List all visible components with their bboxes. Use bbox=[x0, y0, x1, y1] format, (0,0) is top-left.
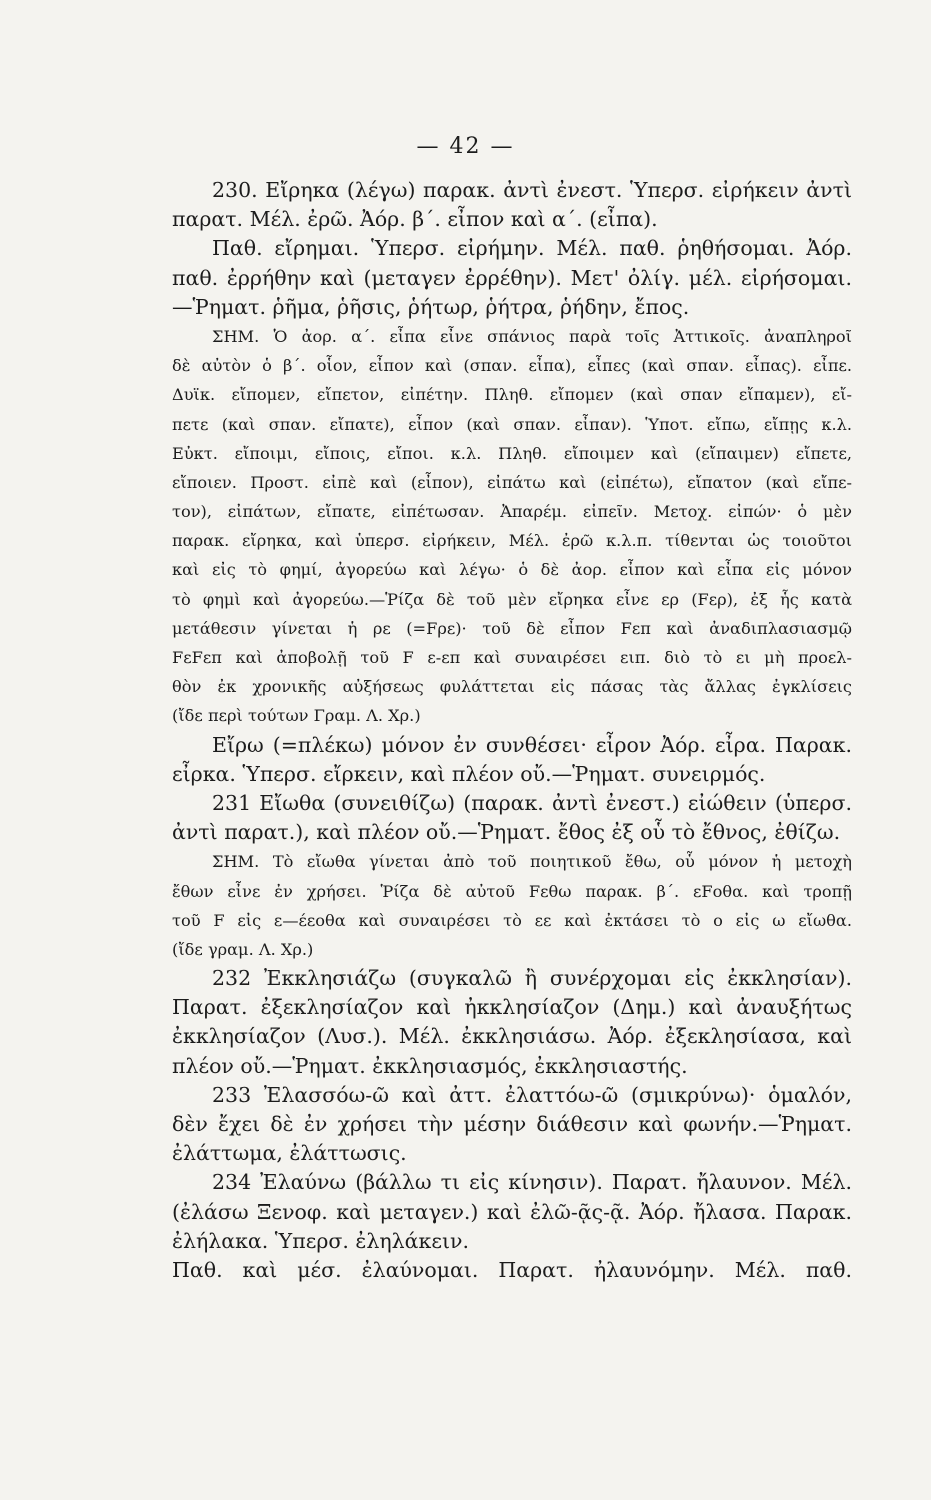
text-line: ἀντὶ παρατ.), καὶ πλέον οὔ.—Ῥηματ. ἔθος ἐξ οὗ τὸ ἔθνος, ἐθίζω. bbox=[172, 820, 841, 845]
text-line: δὲ αὐτὸν ὁ β΄. οἷον, εἶπον καὶ (σπαν. εἶπα), εἶπες (καὶ σπαν. εἶπας). εἶπε. bbox=[172, 356, 852, 376]
text-line: (ἴδε γραμ. Λ. Χρ.) bbox=[172, 939, 314, 959]
text-line: 233 Ἐλασσόω-ῶ καὶ ἀττ. ἐλαττόω-ῶ (σμικρύνω)· ὁμαλόν, bbox=[212, 1082, 852, 1107]
text-line: Δυϊκ. εἴπομεν, εἴπετον, εἰπέτην. Πληθ. εἴπομεν (καὶ σπαν εἴπαμεν), εἴ- bbox=[172, 385, 852, 405]
text-line: ἐλάττωμα, ἐλάττωσις. bbox=[172, 1141, 407, 1166]
body-text bbox=[172, 176, 852, 1285]
text-line: (ἴδε περὶ τούτων Γραμ. Λ. Χρ.) bbox=[172, 706, 421, 726]
text-line: παθ. ἐρρήθην καὶ (μεταγεν ἐρρέθην). Μετ' ὀλίγ. μέλ. εἰρήσομαι. bbox=[172, 265, 852, 290]
text-line: τὸ φημὶ καὶ ἀγορεύω.—Ῥίζα δὲ τοῦ μὲν εἴρηκα εἶνε ερ (Fερ), ἐξ ἧς κατὰ bbox=[172, 589, 852, 609]
text-line: τον), εἰπάτων, εἴπατε, εἰπέτωσαν. Ἀπαρέμ. εἰπεῖν. Μετοχ. εἰπών· ὁ μὲν bbox=[172, 502, 852, 522]
text-line: 231 Εἴωθα (συνειθίζω) (παρακ. ἀντὶ ἐνεστ.) εἰώθειν (ὑπερσ. bbox=[212, 790, 852, 815]
text-line: Εὐκτ. εἴποιμι, εἴποις, εἴποι. κ.λ. Πληθ. εἴποιμεν καὶ (εἴπαιμεν) εἴπετε, bbox=[172, 443, 852, 463]
text-line: —Ῥηματ. ῥῆμα, ῥῆσις, ῥήτωρ, ῥήτρα, ῥήδην, ἔπος. bbox=[172, 294, 690, 319]
text-line: 232 Ἐκκλησιάζω (συγκαλῶ ἢ συνέρχομαι εἰς ἐκκλησίαν). bbox=[212, 966, 852, 991]
text-line: ἐλήλακα. Ὑπερσ. ἐληλάκειν. bbox=[172, 1228, 469, 1253]
page-number: — 42 — bbox=[416, 134, 515, 159]
text-line: ΣΗΜ. Τὸ εἴωθα γίνεται ἀπὸ τοῦ ποιητικοῦ ἔθω, οὗ μόνον ἡ μετοχὴ bbox=[212, 852, 852, 872]
text-line: πλέον οὔ.—Ῥηματ. ἐκκλησιασμός, ἐκκλησιαστής. bbox=[172, 1053, 688, 1078]
text-line: Παθ. εἴρημαι. Ὑπερσ. εἰρήμην. Μέλ. παθ. ῥηθήσομαι. Ἀόρ. bbox=[212, 236, 852, 261]
text-line: παρατ. Μέλ. ἐρῶ. Ἀόρ. β΄. εἶπον καὶ α΄. (εἶπα). bbox=[172, 207, 658, 232]
text-line: ἐκκλησίαζον (Λυσ.). Μέλ. ἐκκλησιάσω. Ἀόρ. ἐξεκλησίασα, καὶ bbox=[172, 1024, 852, 1049]
text-line: πετε (καὶ σπαν. εἴπατε), εἶπον (καὶ σπαν. εἶπαν). Ὑποτ. εἴπω, εἴπῃς κ.λ. bbox=[172, 414, 852, 434]
text-line: 234 Ἐλαύνω (βάλλω τι εἰς κίνησιν). Παρατ. ἤλαυνον. Μέλ. bbox=[212, 1170, 852, 1195]
text-line: FεFεπ καὶ ἀποβολῇ τοῦ F ε-επ καὶ συναιρέσει ειπ. διὸ τὸ ει μὴ προελ- bbox=[172, 648, 852, 667]
text-line: Παρατ. ἐξεκλησίαζον καὶ ἠκκλησίαζον (Δημ.) καὶ ἀναυξήτως bbox=[172, 995, 852, 1020]
text-line: ἔθων εἶνε ἐν χρήσει. Ῥίζα δὲ αὐτοῦ Fεθω παρακ. β΄. εFοθα. καὶ τροπῇ bbox=[172, 881, 852, 901]
text-line: εἴποιεν. Προστ. εἰπὲ καὶ (εἶπον), εἰπάτω καὶ (εἰπέτω), εἴπατον (καὶ εἴπε- bbox=[172, 472, 852, 492]
text-line: εἶρκα. Ὑπερσ. εἴρκειν, καὶ πλέον οὔ.—Ῥηματ. συνειρμός. bbox=[172, 761, 766, 786]
text-line: Παθ. καὶ μέσ. ἐλαύνομαι. Παρατ. ἠλαυνόμην. Μέλ. παθ. bbox=[172, 1257, 852, 1282]
text-line: δὲν ἔχει δὲ ἐν χρήσει τὴν μέσην διάθεσιν καὶ φωνήν.—Ῥηματ. bbox=[172, 1112, 852, 1136]
text-line: παρακ. εἴρηκα, καὶ ὑπερσ. εἰρήκειν, Μέλ. ἐρῶ κ.λ.π. τίθενται ὡς τοιοῦτοι bbox=[172, 531, 852, 551]
text-line: καὶ εἰς τὸ φημί, ἀγορεύω καὶ λέγω· ὁ δὲ ἀορ. εἶπον καὶ εἶπα εἰς μόνον bbox=[172, 560, 852, 580]
text-line: μετάθεσιν γίνεται ἡ ρε (=Fρε)· τοῦ δὲ εἶπον Fεπ καὶ ἀναδιπλασιασμῷ bbox=[172, 618, 852, 638]
text-line: τοῦ F εἰς ε—έεοθα καὶ συναιρέσει τὸ εε καὶ ἐκτάσει τὸ ο εἰς ω εἴωθα. bbox=[172, 910, 852, 930]
text-line: θὸν ἐκ χρονικῆς αὐξήσεως φυλάττεται εἰς πάσας τὰς ἄλλας ἐγκλίσεις bbox=[172, 677, 852, 697]
text-line: 230. Εἴρηκα (λέγω) παρακ. ἀντὶ ἐνεστ. Ὑπερσ. εἰρήκειν ἀντὶ bbox=[212, 178, 852, 202]
text-line: (ἐλάσω Ξενοφ. καὶ μεταγεν.) καὶ ἐλῶ-ᾷς-ᾷ. Ἀόρ. ἤλασα. Παρακ. bbox=[172, 1199, 852, 1224]
text-line: Εἴρω (=πλέκω) μόνον ἐν συνθέσει· εἶρον Ἀόρ. εἶρα. Παρακ. bbox=[212, 732, 852, 757]
text-line: ΣΗΜ. Ὁ ἀορ. α΄. εἶπα εἶνε σπάνιος παρὰ τοῖς Ἀττικοῖς. ἀναπληροῖ bbox=[212, 326, 852, 346]
